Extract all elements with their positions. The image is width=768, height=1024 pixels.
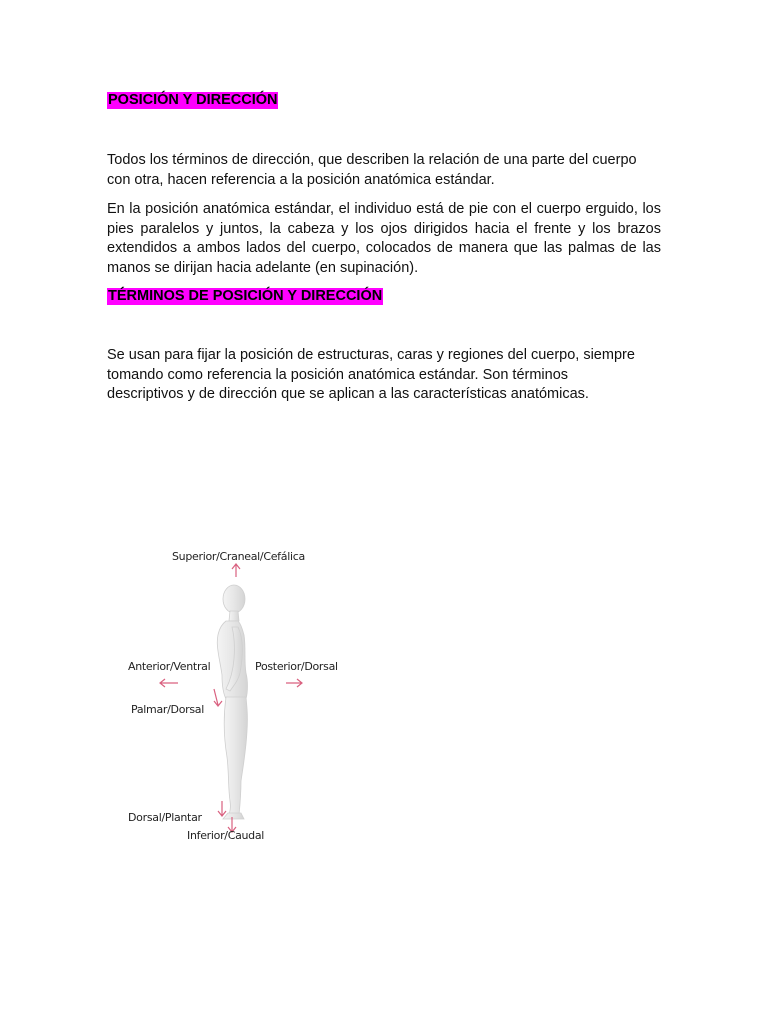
arrow-right [286,679,302,687]
arrow-up [232,564,240,577]
paragraph-se-usan [107,346,661,405]
label-inferior: Inferior/Caudal [187,829,265,842]
arrow-plantar [218,801,226,816]
section-heading-terminos: TÉRMINOS DE POSICIÓN Y DIRECCIÓN [108,288,383,304]
label-palmar: Palmar/Dorsal [131,703,204,716]
section-heading-posicion: POSICIÓN Y DIRECCIÓN [108,92,278,108]
label-posterior: Posterior/Dorsal [255,660,338,673]
label-superior: Superior/Craneal/Cefálica [172,550,305,563]
paragraph-line: descriptivos y de dirección que se aplican a las características anatómicas. [107,386,589,402]
anatomical-position-figure [110,535,370,855]
label-anterior: Anterior/Ventral [128,660,211,673]
label-dorsal-plantar: Dorsal/Plantar [128,811,202,824]
arrow-palmar [214,689,222,706]
paragraph-line: tomando como referencia la posición anatómica estándar. Son términos [107,366,569,383]
paragraph-posicion-anatomica: En la posición anatómica estándar, el individuo está de pie con el cuerpo erguido, los pies paralelos y juntos, la cabeza y los ojos dirigidos hacia el frente y los brazos extendidos a ambos lados del cuerpo, colocados de manera que las palmas de las manos se dirijan hacia adelante (en supinación). [107,201,661,276]
arrow-left [160,679,178,687]
paragraph-terminos-direccion: Todos los términos de dirección, que describen la relación de una parte del cuerpo con otra, hacen referencia a la posición anatómica estándar. [107,152,637,188]
body-silhouette-illustration [110,535,370,855]
paragraph-line: Se usan para fijar la posición de estructuras, caras y regiones del cuerpo, siempre [107,347,635,363]
